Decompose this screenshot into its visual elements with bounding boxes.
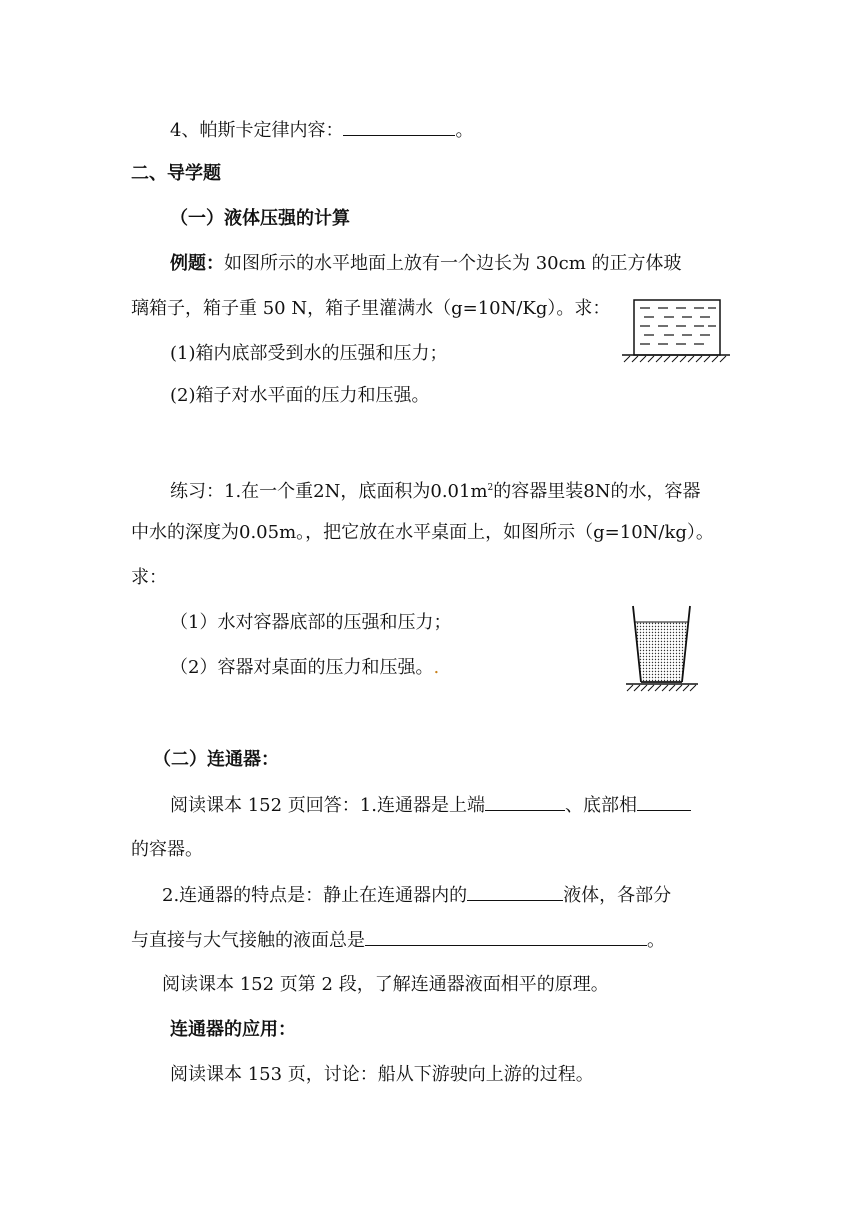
example-q1: (1)箱内底部受到水的压强和压力； — [170, 343, 448, 364]
practice-q1: （1）水对容器底部的压强和压力； — [170, 612, 452, 633]
practice-q2 — [170, 655, 439, 681]
feature-line1 — [162, 882, 671, 909]
feature-text1b: 液体，各部分 — [563, 885, 672, 906]
item4-line — [170, 117, 473, 144]
reading1-line2: 的容器。 — [131, 839, 203, 860]
practice-q2-text: （2）容器对桌面的压力和压强。 — [170, 657, 434, 678]
sub2-title: （二）连通器： — [153, 749, 279, 770]
item4-blank[interactable] — [343, 117, 455, 136]
practice-superscript: 2 — [487, 483, 494, 493]
feature-line2 — [131, 927, 665, 954]
feature-text2a: 与直接与大气接触的液面总是 — [131, 930, 365, 951]
practice-q2-dot: . — [433, 657, 440, 678]
reading3-line: 阅读课本 153 页，讨论：船从下游驶向上游的过程。 — [170, 1064, 594, 1085]
practice-text1a: 练习：1.在一个重2N，底面积为0.01m — [170, 481, 488, 502]
water-box-figure — [620, 292, 732, 364]
example-q2: (2)箱子对水平面的压力和压强。 — [170, 385, 430, 406]
example-label: 例题： — [170, 253, 224, 274]
reading1-text1b: 、底部相 — [564, 795, 637, 816]
practice-line1 — [170, 475, 700, 505]
feature-text1a: 2.连通器的特点是：静止在连通器内的 — [162, 885, 468, 906]
example-text1: 如图所示的水平地面上放有一个边长为 30cm 的正方体玻 — [224, 253, 682, 274]
example-line2: 璃箱子，箱子重 50 N，箱子里灌满水（g=10N/Kg）。求： — [131, 298, 611, 319]
reading1-blank2[interactable] — [637, 792, 691, 811]
reading1-line1 — [170, 792, 691, 819]
practice-line2: 中水的深度为0.05m。，把它放在水平桌面上，如图所示（g=10N/kg）。 — [131, 522, 714, 543]
practice-line3: 求： — [131, 567, 167, 588]
item4-suffix: 。 — [455, 120, 474, 141]
feature-blank1[interactable] — [467, 882, 563, 901]
item4-prefix: 4、帕斯卡定律内容： — [170, 120, 344, 141]
practice-text1b: 的容器里装8N的水，容器 — [493, 481, 701, 502]
sub1-title: （一）液体压强的计算 — [170, 208, 350, 229]
reading1-blank1[interactable] — [485, 792, 565, 811]
feature-blank2[interactable] — [365, 927, 647, 946]
section2-title: 二、导学题 — [131, 163, 221, 184]
water-cup-figure — [624, 604, 700, 692]
example-line1 — [170, 251, 682, 277]
application-title: 连通器的应用： — [170, 1019, 296, 1040]
reading1-text1a: 阅读课本 152 页回答：1.连通器是上端 — [170, 795, 485, 816]
reading2-line: 阅读课本 152 页第 2 段，了解连通器液面相平的原理。 — [162, 974, 609, 995]
feature-text2b: 。 — [647, 930, 665, 951]
